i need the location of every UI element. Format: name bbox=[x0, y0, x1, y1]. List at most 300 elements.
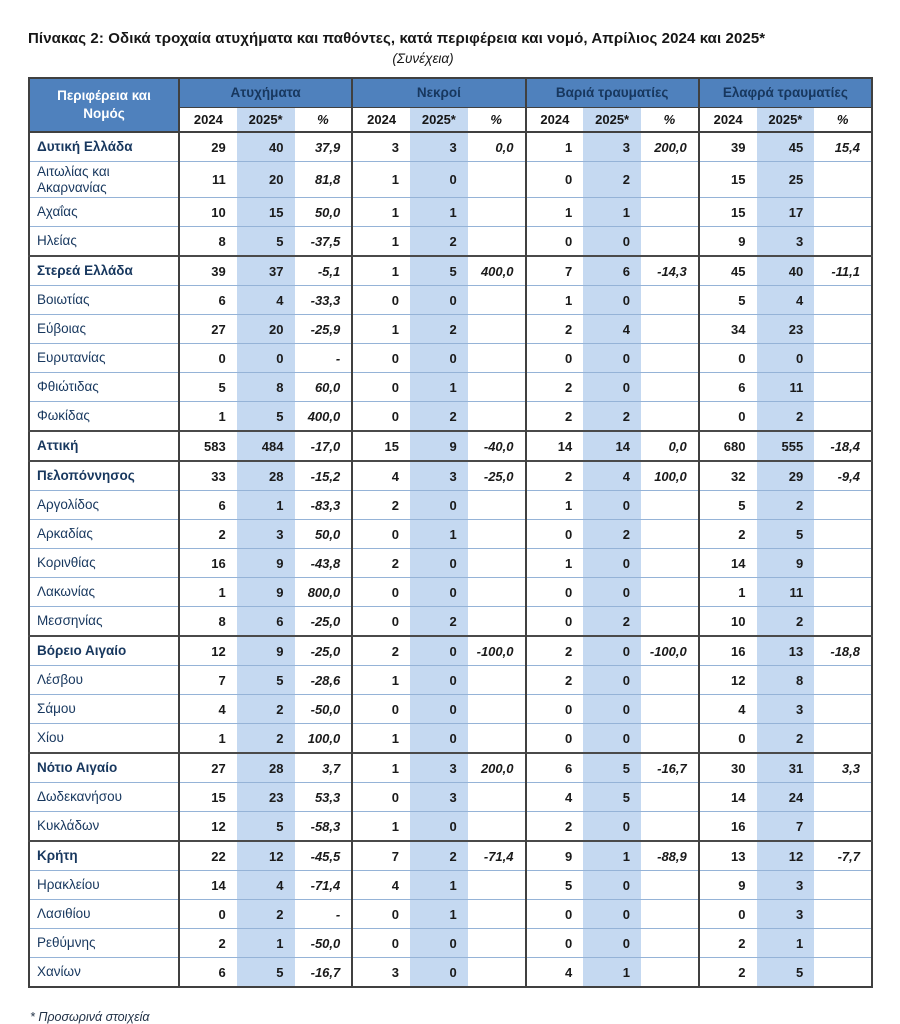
data-table bbox=[28, 77, 873, 988]
table-cell: 7 bbox=[352, 841, 410, 871]
table-cell: 30 bbox=[699, 753, 757, 783]
table-cell: 200,0 bbox=[641, 132, 699, 162]
table-cell: 583 bbox=[179, 431, 237, 461]
table-cell: 3 bbox=[410, 132, 468, 162]
table-cell: 0 bbox=[410, 666, 468, 695]
row-label: Λακωνίας bbox=[29, 578, 179, 607]
table-cell: 50,0 bbox=[295, 520, 353, 549]
table-cell: 0 bbox=[352, 607, 410, 637]
table-header-groups bbox=[29, 78, 872, 107]
table-cell: 0 bbox=[410, 162, 468, 198]
table-cell: 2 bbox=[699, 929, 757, 958]
table-cell: 555 bbox=[757, 431, 815, 461]
row-label: Νότιο Αιγαίο bbox=[29, 753, 179, 783]
subheader-2025: 2025* bbox=[237, 107, 295, 132]
row-label: Αρκαδίας bbox=[29, 520, 179, 549]
table-cell: 2 bbox=[526, 636, 584, 666]
table-cell: 0 bbox=[526, 162, 584, 198]
table-cell: 29 bbox=[179, 132, 237, 162]
table-cell: 6 bbox=[179, 958, 237, 988]
row-label: Λέσβου bbox=[29, 666, 179, 695]
table-cell: 3 bbox=[352, 958, 410, 988]
table-cell: 1 bbox=[352, 724, 410, 754]
table-cell: 9 bbox=[526, 841, 584, 871]
table-cell: 1 bbox=[237, 929, 295, 958]
table-cell: 28 bbox=[237, 461, 295, 491]
table-cell bbox=[814, 491, 872, 520]
row-label: Χανίων bbox=[29, 958, 179, 988]
table-cell: 15 bbox=[699, 162, 757, 198]
table-cell: 28 bbox=[237, 753, 295, 783]
table-cell: 0 bbox=[583, 724, 641, 754]
table-cell: 2 bbox=[583, 402, 641, 432]
table-cell: 8 bbox=[179, 607, 237, 637]
table-cell: 3 bbox=[757, 695, 815, 724]
table-cell: 9 bbox=[699, 227, 757, 257]
row-label: Φωκίδας bbox=[29, 402, 179, 432]
table-cell: 0 bbox=[410, 636, 468, 666]
table-cell: -15,2 bbox=[295, 461, 353, 491]
row-label: Αργολίδος bbox=[29, 491, 179, 520]
prefecture-row bbox=[29, 373, 872, 402]
subheader-2025: 2025* bbox=[757, 107, 815, 132]
table-cell: 2 bbox=[410, 227, 468, 257]
table-cell: 10 bbox=[699, 607, 757, 637]
table-cell: 13 bbox=[757, 636, 815, 666]
table-cell: 0 bbox=[583, 871, 641, 900]
table-cell: 4 bbox=[699, 695, 757, 724]
prefecture-row bbox=[29, 402, 872, 432]
table-cell: 3,3 bbox=[814, 753, 872, 783]
table-cell: 1 bbox=[352, 256, 410, 286]
table-cell: 0 bbox=[526, 344, 584, 373]
table-cell: 33 bbox=[179, 461, 237, 491]
table-cell: 16 bbox=[179, 549, 237, 578]
region-row bbox=[29, 636, 872, 666]
table-cell: 1 bbox=[179, 402, 237, 432]
table-cell: 2 bbox=[410, 315, 468, 344]
table-cell bbox=[468, 929, 526, 958]
table-cell: -25,0 bbox=[468, 461, 526, 491]
table-cell: 60,0 bbox=[295, 373, 353, 402]
table-cell: -11,1 bbox=[814, 256, 872, 286]
table-cell: 1 bbox=[526, 198, 584, 227]
table-cell: 0 bbox=[583, 491, 641, 520]
table-cell: -37,5 bbox=[295, 227, 353, 257]
table-cell: 0 bbox=[410, 344, 468, 373]
table-cell: 1 bbox=[352, 198, 410, 227]
subheader-2025: 2025* bbox=[410, 107, 468, 132]
table-cell bbox=[641, 724, 699, 754]
table-cell bbox=[468, 520, 526, 549]
table-cell: 0 bbox=[526, 929, 584, 958]
table-body bbox=[29, 132, 872, 987]
prefecture-row bbox=[29, 666, 872, 695]
table-cell: 2 bbox=[757, 607, 815, 637]
table-cell: 0 bbox=[583, 286, 641, 315]
table-cell: 3 bbox=[410, 783, 468, 812]
table-cell: 1 bbox=[410, 900, 468, 929]
table-cell: 37,9 bbox=[295, 132, 353, 162]
table-cell: 13 bbox=[699, 841, 757, 871]
table-cell: 5 bbox=[583, 783, 641, 812]
table-cell: 0 bbox=[583, 549, 641, 578]
table-cell bbox=[641, 695, 699, 724]
prefecture-row bbox=[29, 695, 872, 724]
row-label: Αιτωλίας και Ακαρνανίας bbox=[29, 162, 179, 198]
group-header-deaths: Νεκροί bbox=[352, 78, 525, 107]
table-cell: 0 bbox=[583, 812, 641, 842]
table-cell: 0 bbox=[352, 578, 410, 607]
table-cell: -83,3 bbox=[295, 491, 353, 520]
table-cell: 100,0 bbox=[295, 724, 353, 754]
region-row bbox=[29, 841, 872, 871]
row-label: Φθιώτιδας bbox=[29, 373, 179, 402]
table-cell: 32 bbox=[699, 461, 757, 491]
table-cell: -40,0 bbox=[468, 431, 526, 461]
table-cell: 27 bbox=[179, 753, 237, 783]
table-cell: 40 bbox=[757, 256, 815, 286]
table-cell: 31 bbox=[757, 753, 815, 783]
table-cell: 0 bbox=[352, 373, 410, 402]
table-cell: 1 bbox=[583, 198, 641, 227]
table-cell: 3 bbox=[237, 520, 295, 549]
table-cell bbox=[468, 695, 526, 724]
table-cell: 8 bbox=[179, 227, 237, 257]
table-cell: 81,8 bbox=[295, 162, 353, 198]
table-cell: 2 bbox=[526, 461, 584, 491]
table-cell: 0 bbox=[583, 344, 641, 373]
table-cell: 12 bbox=[699, 666, 757, 695]
table-cell: -71,4 bbox=[468, 841, 526, 871]
region-row bbox=[29, 256, 872, 286]
table-cell: 15 bbox=[699, 198, 757, 227]
table-cell: -88,9 bbox=[641, 841, 699, 871]
table-cell: 0 bbox=[699, 344, 757, 373]
table-cell: 3 bbox=[410, 461, 468, 491]
table-cell: 0 bbox=[410, 695, 468, 724]
table-cell bbox=[641, 373, 699, 402]
table-cell: 0 bbox=[352, 929, 410, 958]
table-cell: 0 bbox=[699, 724, 757, 754]
table-cell: 1 bbox=[526, 491, 584, 520]
table-cell bbox=[814, 549, 872, 578]
region-row bbox=[29, 431, 872, 461]
table-cell: 0 bbox=[352, 520, 410, 549]
table-cell: 34 bbox=[699, 315, 757, 344]
table-cell: 2 bbox=[583, 520, 641, 549]
subheader-2024: 2024 bbox=[699, 107, 757, 132]
subheader-pct: % bbox=[814, 107, 872, 132]
table-cell: 100,0 bbox=[641, 461, 699, 491]
table-cell: 2 bbox=[526, 373, 584, 402]
table-cell bbox=[468, 344, 526, 373]
table-cell bbox=[641, 344, 699, 373]
table-cell: 0 bbox=[526, 607, 584, 637]
table-cell: 12 bbox=[237, 841, 295, 871]
row-label: Κρήτη bbox=[29, 841, 179, 871]
table-cell bbox=[468, 607, 526, 637]
table-cell: 2 bbox=[583, 162, 641, 198]
table-cell: 1 bbox=[410, 198, 468, 227]
table-cell: 2 bbox=[352, 491, 410, 520]
table-cell: 5 bbox=[179, 373, 237, 402]
table-cell: 20 bbox=[237, 315, 295, 344]
table-cell bbox=[814, 162, 872, 198]
subheader-pct: % bbox=[641, 107, 699, 132]
table-cell: 2 bbox=[583, 607, 641, 637]
table-cell: 5 bbox=[410, 256, 468, 286]
table-cell: 2 bbox=[757, 402, 815, 432]
table-cell: -33,3 bbox=[295, 286, 353, 315]
table-cell: -25,0 bbox=[295, 636, 353, 666]
subheader-2024: 2024 bbox=[352, 107, 410, 132]
table-cell: 1 bbox=[410, 373, 468, 402]
table-cell bbox=[468, 812, 526, 842]
table-cell: 8 bbox=[757, 666, 815, 695]
table-cell: 4 bbox=[352, 461, 410, 491]
table-cell: 2 bbox=[410, 841, 468, 871]
table-cell: 1 bbox=[237, 491, 295, 520]
table-cell: -50,0 bbox=[295, 929, 353, 958]
table-cell: 0 bbox=[179, 344, 237, 373]
table-cell bbox=[468, 900, 526, 929]
row-label: Στερεά Ελλάδα bbox=[29, 256, 179, 286]
row-label: Δυτική Ελλάδα bbox=[29, 132, 179, 162]
table-cell: 0 bbox=[526, 520, 584, 549]
table-cell bbox=[468, 871, 526, 900]
table-cell: - bbox=[295, 344, 353, 373]
table-cell: 0 bbox=[583, 578, 641, 607]
prefecture-row bbox=[29, 520, 872, 549]
table-cell: 1 bbox=[352, 666, 410, 695]
table-cell: 9 bbox=[757, 549, 815, 578]
table-cell: 2 bbox=[352, 549, 410, 578]
row-label: Χίου bbox=[29, 724, 179, 754]
table-cell bbox=[814, 695, 872, 724]
group-header-serious-injuries: Βαριά τραυματίες bbox=[526, 78, 699, 107]
row-label: Πελοπόννησος bbox=[29, 461, 179, 491]
table-cell: 5 bbox=[583, 753, 641, 783]
table-cell: 9 bbox=[237, 578, 295, 607]
table-cell: 200,0 bbox=[468, 753, 526, 783]
table-cell: 2 bbox=[757, 491, 815, 520]
table-cell: 45 bbox=[699, 256, 757, 286]
table-cell bbox=[468, 198, 526, 227]
table-cell bbox=[641, 666, 699, 695]
row-label: Βόρειο Αιγαίο bbox=[29, 636, 179, 666]
table-cell: 5 bbox=[757, 958, 815, 988]
table-cell bbox=[641, 549, 699, 578]
table-cell: 14 bbox=[179, 871, 237, 900]
table-cell: 3,7 bbox=[295, 753, 353, 783]
table-cell: 6 bbox=[699, 373, 757, 402]
table-cell: 0 bbox=[583, 929, 641, 958]
table-cell: 1 bbox=[352, 227, 410, 257]
table-cell: 3 bbox=[410, 753, 468, 783]
table-cell: 4 bbox=[583, 461, 641, 491]
table-cell: 10 bbox=[179, 198, 237, 227]
prefecture-row bbox=[29, 578, 872, 607]
table-cell: 2 bbox=[352, 636, 410, 666]
table-cell: -28,6 bbox=[295, 666, 353, 695]
table-cell bbox=[814, 286, 872, 315]
table-cell: -17,0 bbox=[295, 431, 353, 461]
table-cell: 9 bbox=[237, 636, 295, 666]
table-cell bbox=[468, 578, 526, 607]
table-cell: 16 bbox=[699, 812, 757, 842]
table-cell bbox=[814, 607, 872, 637]
table-cell: 15 bbox=[179, 783, 237, 812]
table-cell: 1 bbox=[526, 286, 584, 315]
table-cell: 15 bbox=[237, 198, 295, 227]
row-label: Ηλείας bbox=[29, 227, 179, 257]
row-label: Λασιθίου bbox=[29, 900, 179, 929]
table-cell bbox=[468, 227, 526, 257]
table-cell: 0,0 bbox=[468, 132, 526, 162]
table-cell: 0 bbox=[526, 578, 584, 607]
table-cell: 2 bbox=[699, 958, 757, 988]
page-title: Πίνακας 2: Οδικά τροχαία ατυχήματα και παθόντες, κατά περιφέρεια και νομό, Απρίλιος 2024 και 2025* bbox=[28, 30, 766, 47]
table-cell: 1 bbox=[352, 162, 410, 198]
table-cell: 2 bbox=[526, 666, 584, 695]
table-cell bbox=[814, 871, 872, 900]
table-cell bbox=[468, 666, 526, 695]
table-cell: -18,8 bbox=[814, 636, 872, 666]
table-cell bbox=[641, 607, 699, 637]
table-cell: 2 bbox=[237, 900, 295, 929]
table-cell: 400,0 bbox=[295, 402, 353, 432]
table-cell bbox=[641, 578, 699, 607]
table-cell: 6 bbox=[583, 256, 641, 286]
table-cell: 0 bbox=[526, 724, 584, 754]
table-cell: 800,0 bbox=[295, 578, 353, 607]
table-cell: 4 bbox=[583, 315, 641, 344]
table-cell: 1 bbox=[179, 724, 237, 754]
table-cell bbox=[468, 549, 526, 578]
table-cell bbox=[641, 958, 699, 988]
prefecture-row bbox=[29, 198, 872, 227]
table-cell: 2 bbox=[237, 724, 295, 754]
region-row bbox=[29, 461, 872, 491]
table-cell: 3 bbox=[757, 871, 815, 900]
subheader-2025: 2025* bbox=[583, 107, 641, 132]
table-cell: 2 bbox=[410, 607, 468, 637]
table-cell: 5 bbox=[237, 227, 295, 257]
table-cell: 4 bbox=[526, 958, 584, 988]
table-cell: -100,0 bbox=[641, 636, 699, 666]
table-cell: 15 bbox=[352, 431, 410, 461]
table-cell: 2 bbox=[699, 520, 757, 549]
row-label: Κορινθίας bbox=[29, 549, 179, 578]
table-cell: 5 bbox=[237, 666, 295, 695]
table-cell: 12 bbox=[179, 636, 237, 666]
table-cell: 1 bbox=[583, 841, 641, 871]
prefecture-row bbox=[29, 227, 872, 257]
prefecture-row bbox=[29, 929, 872, 958]
table-cell: 0 bbox=[410, 929, 468, 958]
table-cell: 1 bbox=[352, 812, 410, 842]
table-cell: 1 bbox=[179, 578, 237, 607]
table-cell: 1 bbox=[526, 549, 584, 578]
region-row bbox=[29, 753, 872, 783]
table-cell: 4 bbox=[237, 286, 295, 315]
table-cell: 22 bbox=[179, 841, 237, 871]
table-cell: 0 bbox=[583, 900, 641, 929]
table-cell bbox=[641, 900, 699, 929]
table-cell: 14 bbox=[526, 431, 584, 461]
table-cell: -16,7 bbox=[641, 753, 699, 783]
table-cell bbox=[468, 724, 526, 754]
table-cell: 6 bbox=[179, 286, 237, 315]
subheader-pct: % bbox=[468, 107, 526, 132]
table-cell: 9 bbox=[699, 871, 757, 900]
prefecture-row bbox=[29, 549, 872, 578]
table-cell: - bbox=[295, 900, 353, 929]
table-cell: 3 bbox=[757, 900, 815, 929]
table-cell: 0 bbox=[410, 812, 468, 842]
table-cell: 0 bbox=[583, 666, 641, 695]
table-cell: 4 bbox=[352, 871, 410, 900]
table-cell: 16 bbox=[699, 636, 757, 666]
table-cell: 0 bbox=[757, 344, 815, 373]
table-cell: 3 bbox=[757, 227, 815, 257]
prefecture-row bbox=[29, 958, 872, 988]
table-cell: 2 bbox=[179, 520, 237, 549]
row-label: Μεσσηνίας bbox=[29, 607, 179, 637]
table-cell: 3 bbox=[352, 132, 410, 162]
table-cell: 4 bbox=[757, 286, 815, 315]
subheader-2024: 2024 bbox=[179, 107, 237, 132]
table-cell: -16,7 bbox=[295, 958, 353, 988]
table-cell bbox=[641, 402, 699, 432]
row-label: Κυκλάδων bbox=[29, 812, 179, 842]
table-cell: 45 bbox=[757, 132, 815, 162]
table-cell: 11 bbox=[179, 162, 237, 198]
prefecture-row bbox=[29, 607, 872, 637]
table-cell: 0 bbox=[410, 491, 468, 520]
table-cell: 680 bbox=[699, 431, 757, 461]
table-cell bbox=[641, 520, 699, 549]
row-label: Βοιωτίας bbox=[29, 286, 179, 315]
table-cell: 0 bbox=[526, 227, 584, 257]
table-cell: 11 bbox=[757, 578, 815, 607]
subheader-pct: % bbox=[295, 107, 353, 132]
table-cell: 6 bbox=[179, 491, 237, 520]
prefecture-row bbox=[29, 724, 872, 754]
table-cell: 37 bbox=[237, 256, 295, 286]
table-cell: 0 bbox=[410, 286, 468, 315]
prefecture-row bbox=[29, 286, 872, 315]
table-cell: 0 bbox=[699, 402, 757, 432]
table-cell: 23 bbox=[757, 315, 815, 344]
table-cell: 8 bbox=[237, 373, 295, 402]
table-cell bbox=[814, 578, 872, 607]
table-cell: -50,0 bbox=[295, 695, 353, 724]
table-cell: 5 bbox=[757, 520, 815, 549]
table-cell: 27 bbox=[179, 315, 237, 344]
table-cell: 40 bbox=[237, 132, 295, 162]
table-cell bbox=[814, 198, 872, 227]
table-cell bbox=[641, 491, 699, 520]
table-cell: -14,3 bbox=[641, 256, 699, 286]
table-cell bbox=[641, 812, 699, 842]
table-cell: -100,0 bbox=[468, 636, 526, 666]
table-cell: 0 bbox=[583, 636, 641, 666]
table-cell: 2 bbox=[526, 402, 584, 432]
row-label: Αχαΐας bbox=[29, 198, 179, 227]
row-label: Ευρυτανίας bbox=[29, 344, 179, 373]
